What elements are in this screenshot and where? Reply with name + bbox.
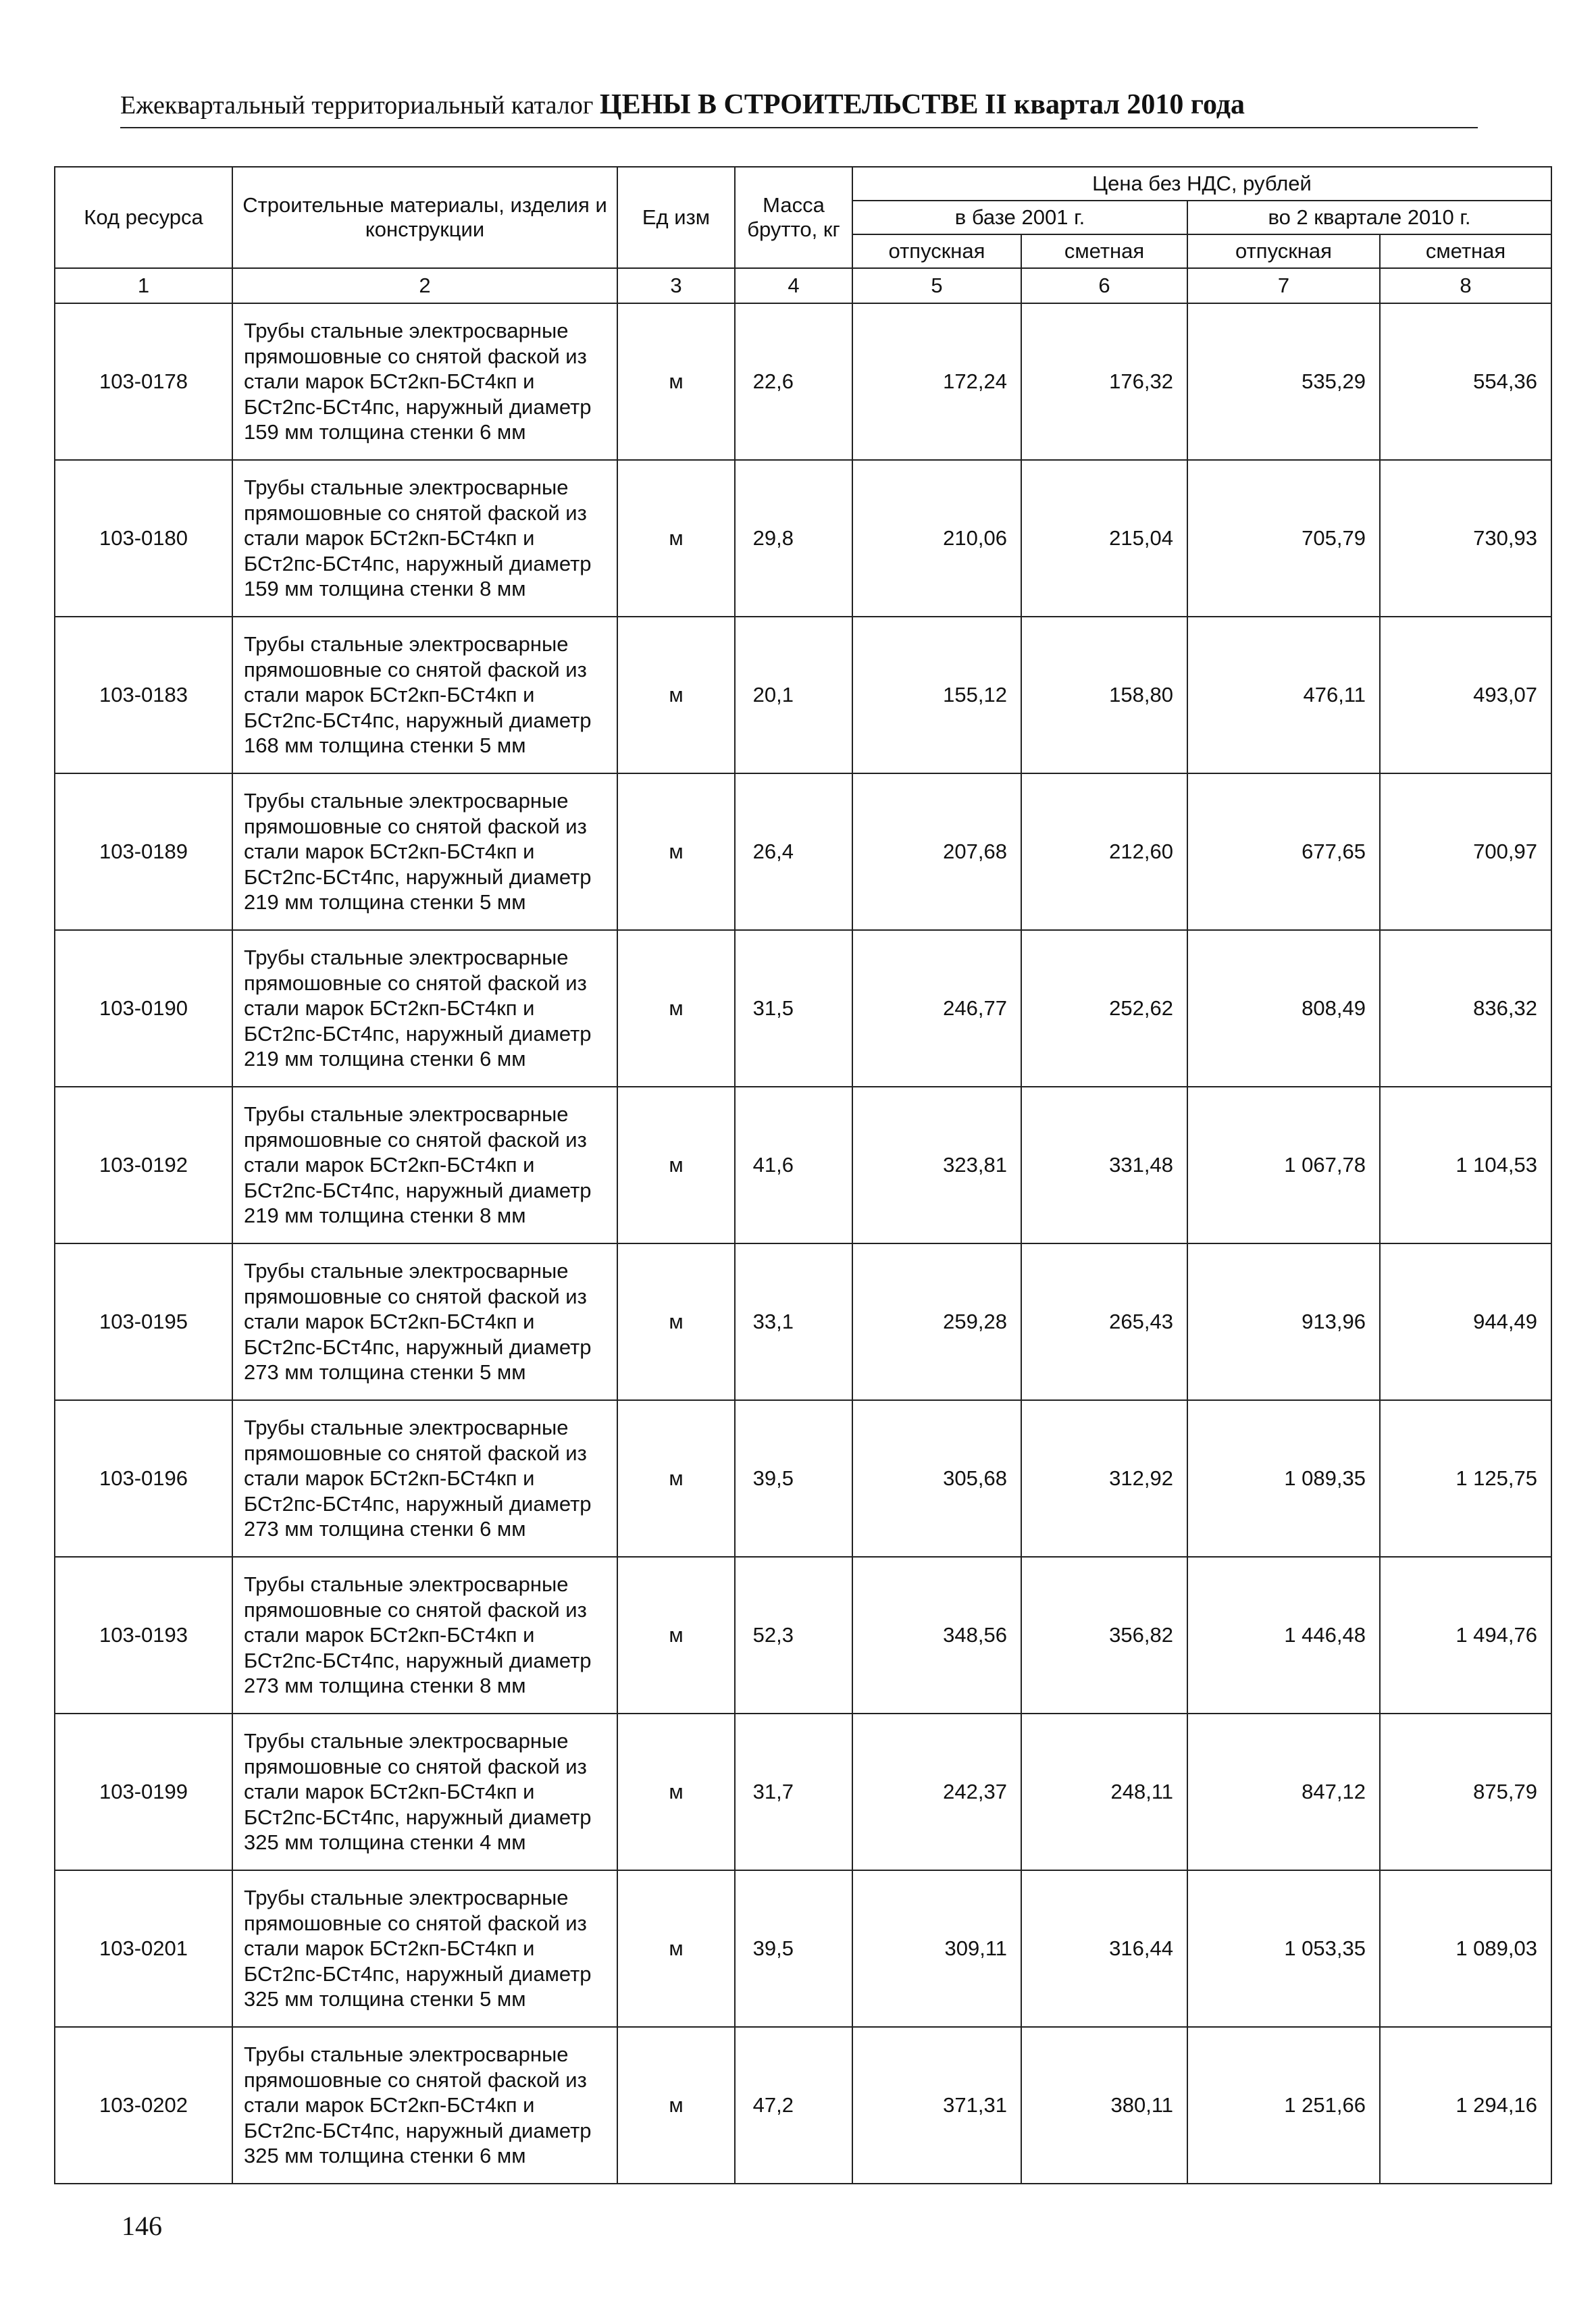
table-row [55, 1087, 1551, 1243]
current-release-price: 705,79 [1187, 460, 1380, 617]
current-estimate-price: 554,36 [1380, 303, 1551, 460]
column-number-row [55, 268, 1551, 303]
current-estimate-price: 944,49 [1380, 1243, 1551, 1400]
column-number: 6 [1021, 268, 1187, 303]
resource-code: 103-0199 [55, 1714, 232, 1870]
table-row [55, 930, 1551, 1087]
base-release-price: 309,11 [852, 1870, 1021, 2027]
material-name: Трубы стальные электросварные прямошовные со снятой фаской из стали марок БСт2кп-БСт4кп и БСт2пс-БСт4пс, наружный диаметр 325 мм толщина стенки 6 мм [232, 2027, 617, 2184]
current-release-price: 535,29 [1187, 303, 1380, 460]
material-name: Трубы стальные электросварные прямошовные со снятой фаской из стали марок БСт2кп-БСт4кп и БСт2пс-БСт4пс, наружный диаметр 325 мм толщина стенки 4 мм [232, 1714, 617, 1870]
column-number: 4 [735, 268, 852, 303]
current-release-price: 913,96 [1187, 1243, 1380, 1400]
table-row [55, 1557, 1551, 1714]
resource-code: 103-0202 [55, 2027, 232, 2184]
base-release-price: 207,68 [852, 773, 1021, 930]
resource-code: 103-0195 [55, 1243, 232, 1400]
base-release-price: 259,28 [852, 1243, 1021, 1400]
current-release-price: 1 053,35 [1187, 1870, 1380, 2027]
col-header-mass: Масса брутто, кг [735, 167, 852, 268]
current-estimate-price: 730,93 [1380, 460, 1551, 617]
current-release-price: 808,49 [1187, 930, 1380, 1087]
header-prefix: Ежеквартальный территориальный каталог [120, 91, 594, 120]
material-name: Трубы стальные электросварные прямошовные со снятой фаской из стали марок БСт2кп-БСт4кп и БСт2пс-БСт4пс, наружный диаметр 273 мм толщина стенки 5 мм [232, 1243, 617, 1400]
unit: м [617, 1243, 735, 1400]
resource-code: 103-0201 [55, 1870, 232, 2027]
unit: м [617, 460, 735, 617]
table-row [55, 460, 1551, 617]
resource-code: 103-0189 [55, 773, 232, 930]
gross-mass: 29,8 [735, 460, 852, 617]
resource-code: 103-0178 [55, 303, 232, 460]
current-release-price: 1 446,48 [1187, 1557, 1380, 1714]
base-estimate-price: 265,43 [1021, 1243, 1187, 1400]
table-row [55, 1714, 1551, 1870]
base-release-price: 210,06 [852, 460, 1021, 617]
table-row [55, 773, 1551, 930]
table-row [55, 1243, 1551, 1400]
unit: м [617, 2027, 735, 2184]
header-suffix: II квартал 2010 года [984, 89, 1245, 120]
resource-code: 103-0180 [55, 460, 232, 617]
page-header [120, 86, 1478, 128]
current-release-price: 677,65 [1187, 773, 1380, 930]
gross-mass: 52,3 [735, 1557, 852, 1714]
current-estimate-price: 493,07 [1380, 617, 1551, 773]
unit: м [617, 617, 735, 773]
gross-mass: 31,5 [735, 930, 852, 1087]
base-estimate-price: 176,32 [1021, 303, 1187, 460]
unit: м [617, 1400, 735, 1557]
current-release-price: 1 067,78 [1187, 1087, 1380, 1243]
gross-mass: 47,2 [735, 2027, 852, 2184]
gross-mass: 20,1 [735, 617, 852, 773]
base-release-price: 323,81 [852, 1087, 1021, 1243]
base-estimate-price: 312,92 [1021, 1400, 1187, 1557]
column-number: 1 [55, 268, 232, 303]
column-number: 5 [852, 268, 1021, 303]
resource-code: 103-0196 [55, 1400, 232, 1557]
column-number: 3 [617, 268, 735, 303]
base-estimate-price: 248,11 [1021, 1714, 1187, 1870]
base-release-price: 242,37 [852, 1714, 1021, 1870]
unit: м [617, 1557, 735, 1714]
base-estimate-price: 215,04 [1021, 460, 1187, 617]
current-estimate-price: 1 125,75 [1380, 1400, 1551, 1557]
base-estimate-price: 380,11 [1021, 2027, 1187, 2184]
column-number: 8 [1380, 268, 1551, 303]
current-release-price: 1 251,66 [1187, 2027, 1380, 2184]
table-row [55, 303, 1551, 460]
base-estimate-price: 158,80 [1021, 617, 1187, 773]
unit: м [617, 1870, 735, 2027]
material-name: Трубы стальные электросварные прямошовные со снятой фаской из стали марок БСт2кп-БСт4кп и БСт2пс-БСт4пс, наружный диаметр 159 мм толщина стенки 8 мм [232, 460, 617, 617]
unit: м [617, 930, 735, 1087]
base-estimate-price: 212,60 [1021, 773, 1187, 930]
material-name: Трубы стальные электросварные прямошовные со снятой фаской из стали марок БСт2кп-БСт4кп и БСт2пс-БСт4пс, наружный диаметр 325 мм толщина стенки 5 мм [232, 1870, 617, 2027]
current-estimate-price: 700,97 [1380, 773, 1551, 930]
gross-mass: 33,1 [735, 1243, 852, 1400]
col-header-base-2001: в базе 2001 г. [852, 201, 1187, 234]
unit: м [617, 1087, 735, 1243]
unit: м [617, 773, 735, 930]
price-table [54, 166, 1552, 2184]
resource-code: 103-0192 [55, 1087, 232, 1243]
base-release-price: 371,31 [852, 2027, 1021, 2184]
table-row [55, 617, 1551, 773]
table-row [55, 2027, 1551, 2184]
current-estimate-price: 1 294,16 [1380, 2027, 1551, 2184]
header-title: ЦЕНЫ В СТРОИТЕЛЬСТВЕ [599, 89, 979, 120]
col-header-code: Код ресурса [55, 167, 232, 268]
col-header-cur-estimate: сметная [1380, 234, 1551, 268]
material-name: Трубы стальные электросварные прямошовные со снятой фаской из стали марок БСт2кп-БСт4кп и БСт2пс-БСт4пс, наружный диаметр 273 мм толщина стенки 8 мм [232, 1557, 617, 1714]
col-header-base-release: отпускная [852, 234, 1021, 268]
resource-code: 103-0183 [55, 617, 232, 773]
material-name: Трубы стальные электросварные прямошовные со снятой фаской из стали марок БСт2кп-БСт4кп и БСт2пс-БСт4пс, наружный диаметр 159 мм толщина стенки 6 мм [232, 303, 617, 460]
base-release-price: 246,77 [852, 930, 1021, 1087]
base-release-price: 155,12 [852, 617, 1021, 773]
current-release-price: 1 089,35 [1187, 1400, 1380, 1557]
unit: м [617, 1714, 735, 1870]
column-number: 2 [232, 268, 617, 303]
col-header-base-estimate: сметная [1021, 234, 1187, 268]
table-row [55, 1870, 1551, 2027]
current-release-price: 476,11 [1187, 617, 1380, 773]
column-number: 7 [1187, 268, 1380, 303]
page-number: 146 [122, 2211, 162, 2241]
col-header-q2-2010: во 2 квартале 2010 г. [1187, 201, 1551, 234]
col-header-name: Строительные материалы, изделия и конструкции [232, 167, 617, 268]
col-header-unit: Ед изм [617, 167, 735, 268]
base-release-price: 348,56 [852, 1557, 1021, 1714]
resource-code: 103-0193 [55, 1557, 232, 1714]
base-estimate-price: 356,82 [1021, 1557, 1187, 1714]
base-estimate-price: 316,44 [1021, 1870, 1187, 2027]
gross-mass: 26,4 [735, 773, 852, 930]
base-estimate-price: 331,48 [1021, 1087, 1187, 1243]
gross-mass: 41,6 [735, 1087, 852, 1243]
material-name: Трубы стальные электросварные прямошовные со снятой фаской из стали марок БСт2кп-БСт4кп и БСт2пс-БСт4пс, наружный диаметр 219 мм толщина стенки 5 мм [232, 773, 617, 930]
material-name: Трубы стальные электросварные прямошовные со снятой фаской из стали марок БСт2кп-БСт4кп и БСт2пс-БСт4пс, наружный диаметр 219 мм толщина стенки 6 мм [232, 930, 617, 1087]
col-header-price-group: Цена без НДС, рублей [852, 167, 1551, 201]
gross-mass: 39,5 [735, 1870, 852, 2027]
current-estimate-price: 1 494,76 [1380, 1557, 1551, 1714]
current-estimate-price: 836,32 [1380, 930, 1551, 1087]
material-name: Трубы стальные электросварные прямошовные со снятой фаской из стали марок БСт2кп-БСт4кп и БСт2пс-БСт4пс, наружный диаметр 219 мм толщина стенки 8 мм [232, 1087, 617, 1243]
current-release-price: 847,12 [1187, 1714, 1380, 1870]
table-row [55, 1400, 1551, 1557]
gross-mass: 39,5 [735, 1400, 852, 1557]
material-name: Трубы стальные электросварные прямошовные со снятой фаской из стали марок БСт2кп-БСт4кп и БСт2пс-БСт4пс, наружный диаметр 273 мм толщина стенки 6 мм [232, 1400, 617, 1557]
base-release-price: 305,68 [852, 1400, 1021, 1557]
base-release-price: 172,24 [852, 303, 1021, 460]
current-estimate-price: 1 104,53 [1380, 1087, 1551, 1243]
resource-code: 103-0190 [55, 930, 232, 1087]
col-header-cur-release: отпускная [1187, 234, 1380, 268]
current-estimate-price: 1 089,03 [1380, 1870, 1551, 2027]
material-name: Трубы стальные электросварные прямошовные со снятой фаской из стали марок БСт2кп-БСт4кп и БСт2пс-БСт4пс, наружный диаметр 168 мм толщина стенки 5 мм [232, 617, 617, 773]
gross-mass: 22,6 [735, 303, 852, 460]
gross-mass: 31,7 [735, 1714, 852, 1870]
unit: м [617, 303, 735, 460]
base-estimate-price: 252,62 [1021, 930, 1187, 1087]
current-estimate-price: 875,79 [1380, 1714, 1551, 1870]
